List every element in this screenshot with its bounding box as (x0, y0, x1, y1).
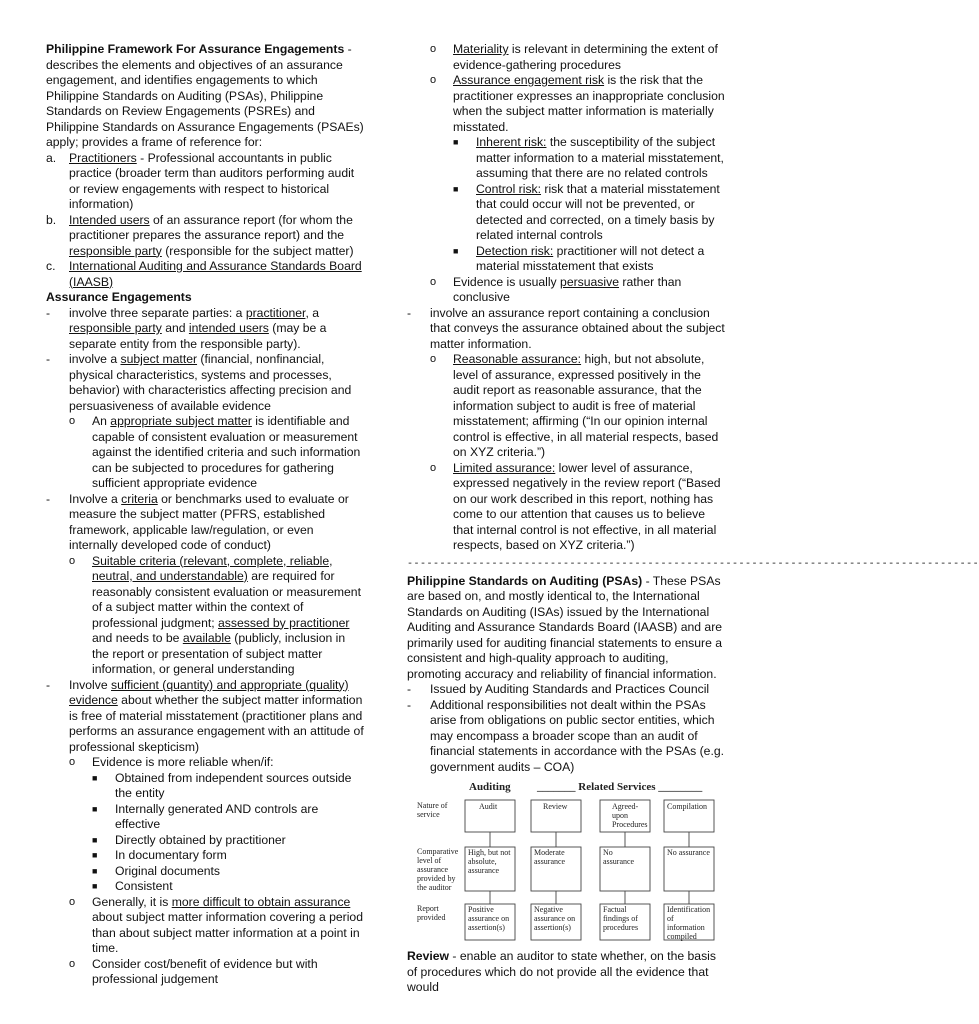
list-item: - Involve sufficient (quantity) and appropriate (quality) evidence about whether the subject matter information is free of material misstatement (practitioner plans and performs an assurance engagement with an attitude of professional skepticism) (46, 677, 364, 754)
figure-level-label: No assurance (603, 848, 635, 866)
list-item: o An appropriate subject matter is identifiable and capable of consistent evaluation or measurement against the identified criteria and such information can be subjected to procedures for gathering sufficient appropriate evidence (69, 414, 361, 490)
circle-bullet-icon: o (69, 415, 76, 427)
figure-row-label: Nature of service (417, 801, 448, 819)
evidence-reliability-list (46, 771, 364, 895)
circle-bullet-icon: o (430, 74, 437, 86)
list-item: o Limited assurance: lower level of assurance, expressed negatively in the review report (“Based on our work described in this report, nothing has come to our attention that causes us to believe that internal control is not effective, in all material respects, based on XYZ criteria.”) (430, 460, 721, 552)
figure-level-label: High, but not absolute, assurance (468, 848, 511, 875)
psa-list (407, 682, 725, 775)
circle-bullet-icon: o (430, 461, 437, 474)
circle-bullet-icon: o (430, 275, 437, 288)
list-item: ■ Original documents (92, 863, 220, 878)
figure-nature-label: Review (543, 802, 568, 811)
circle-bullet-icon: o (69, 957, 76, 970)
list-item: - involve a subject matter (financial, nonfinancial, physical characteristics, systems and processes, behavior) with characteristics affecting precision and persuasiveness of available evidence (46, 352, 352, 413)
framework-reference-list (46, 151, 364, 291)
square-bullet-icon: ■ (92, 850, 98, 860)
psa-title: Philippine Standards on Auditing (PSAs) (407, 573, 643, 588)
framework-title: Philippine Framework For Assurance Engagements (46, 42, 345, 56)
list-item: a. Practitioners - Professional accountants in public practice (broader term than auditors performing audit or review engagements with respect to historical information) (46, 150, 355, 211)
figure-report-label: Identification of information compiled (667, 905, 711, 941)
risk-components-list (407, 135, 725, 275)
square-bullet-icon: ■ (92, 772, 98, 783)
framework-paragraph: Philippine Framework For Assurance Engagements - describes the elements and objectives of an assurance engagement, and identifies engagements to which Philippine Standards on Auditing (PSAs), Philippine Standards on Review Engagements (PSREs) and Philippine Standards on Assurance Engagements (PSAEs) apply; provides a frame of reference for: (46, 42, 364, 149)
section-separator: ---------------------------------------------------------------------------------------- (407, 558, 979, 570)
list-item: ■ Inherent risk: the susceptibility of the subject matter information to a material misstatement, assuming that there are no related controls (453, 135, 724, 180)
figure-header-auditing: Auditing (469, 781, 511, 793)
assurance-engagements-heading: Assurance Engagements (46, 290, 192, 304)
list-item: ■ Detection risk: practitioner will not detect a material misstatement that exists (453, 243, 705, 273)
list-item: c. International Auditing and Assurance Standards Board (IAASB) (46, 259, 362, 289)
services-comparison-figure (407, 781, 725, 947)
figure-nature-label: Compilation (667, 802, 707, 811)
figure-row-label: Comparative level of assurance provided by the auditor (417, 847, 459, 892)
left-column (46, 42, 364, 988)
square-bullet-icon: ■ (92, 834, 98, 845)
right-column (407, 42, 979, 996)
figure-report-label: Negative assurance on assertion(s) (534, 905, 576, 932)
square-bullet-icon: ■ (453, 183, 459, 194)
psa-paragraph: Philippine Standards on Auditing (PSAs) - These PSAs are based on, and mostly identical to, the International Standards on Auditing (ISAs) issued by the International Auditing and Assurance Standards Board (IAASB) and are primarily used for auditing financial statements to ensure a consistent and high-quality approach to auditing, promoting accuracy and reliability of financial information. (407, 573, 723, 681)
circle-bullet-icon: o (430, 353, 437, 365)
list-item: o Generally, it is more difficult to obtain assurance about subject matter information covering a period than about subject matter information at a point in time. (69, 894, 363, 955)
figure-report-label: Positive assurance on assertion(s) (468, 905, 510, 932)
list-item: o Reasonable assurance: high, but not absolute, level of assurance, expressed positively in the audit report as reasonable assurance, that the information subject to audit is free of material misstatement; affirming (“In our opinion internal control is effective, in all material respects, based on XYZ criteria.”) (430, 352, 719, 459)
square-bullet-icon: ■ (92, 803, 98, 814)
list-item: - Involve a criteria or benchmarks used to evaluate or measure the subject matter (PFRS, established framework, applicable law/regulation, or even internally developed code of conduct) (46, 491, 349, 552)
list-item: b. Intended users of an assurance report (for whom the practitioner prepares the assurance report) and the responsible party (responsible for the subject matter) (46, 212, 354, 258)
circle-bullet-icon: o (69, 895, 76, 908)
figure-nature-label: Agreed-upon Procedures (612, 802, 648, 829)
list-item: - Issued by Auditing Standards and Practices Council (407, 682, 710, 696)
list-item: o Materiality is relevant in determining the extent of evidence-gathering procedures (430, 42, 718, 72)
figure-report-label: Factual findings of procedures (603, 905, 639, 932)
list-item: o Assurance engagement risk is the risk that the practitioner expresses an inappropriate conclusion when the subject matter information is materially misstated. (430, 73, 725, 134)
list-item: ■ Consistent (92, 879, 173, 893)
circle-bullet-icon: o (430, 43, 437, 55)
list-item: ■ Control risk: risk that a material misstatement that could occur will not be prevented, or detected and corrected, on a timely basis by related internal controls (453, 181, 720, 242)
figure-row-label: Report provided (417, 904, 446, 922)
square-bullet-icon: ■ (453, 137, 459, 147)
figure-level-label: No assurance (667, 848, 710, 857)
list-item: o Evidence is usually persuasive rather than conclusive (430, 274, 682, 304)
list-item: o Suitable criteria (relevant, complete, reliable, neutral, and understandable) are required for reasonably consistent evaluation or measurement of a subject matter within the context of professional judgment; assessed by practitioner and needs to be available (publicly, inclusion in the report or presentation of subject matter information, or general understanding (69, 553, 361, 676)
list-item: o Evidence is more reliable when/if: (69, 755, 274, 769)
list-item: - involve an assurance report containing a conclusion that conveys the assurance obtained about the subject matter information. (407, 305, 725, 351)
list-item: ■ Obtained from independent sources outside the entity (92, 770, 352, 800)
review-title: Review (407, 949, 450, 963)
figure-level-label: Moderate assurance (534, 848, 566, 866)
list-item: o Consider cost/benefit of evidence but with professional judgement (69, 956, 318, 986)
review-paragraph: Review - enable an auditor to state whether, on the basis of procedures which do not provide all the evidence that would (407, 949, 716, 994)
list-item: - Additional responsibilities not dealt within the PSAs arise from obligations on public sector entities, which may encompass a broader scope than an audit of financial statements in accordance with the PSAs (e.g. government audits – COA) (407, 697, 725, 774)
figure-header-related-services: _______ Related Services ________ (537, 781, 703, 793)
square-bullet-icon: ■ (453, 245, 459, 256)
list-item: - involve three separate parties: a practitioner, a responsible party and intended users (may be a separate entity from the responsible party). (46, 305, 327, 351)
circle-bullet-icon: o (69, 554, 76, 567)
list-item: ■ Directly obtained by practitioner (92, 832, 286, 847)
figure-nature-label: Audit (479, 802, 498, 811)
circle-bullet-icon: o (69, 756, 76, 768)
square-bullet-icon: ■ (92, 881, 98, 891)
list-item: ■ In documentary form (92, 848, 227, 862)
list-item: ■ Internally generated AND controls are effective (92, 801, 319, 831)
square-bullet-icon: ■ (92, 865, 98, 876)
